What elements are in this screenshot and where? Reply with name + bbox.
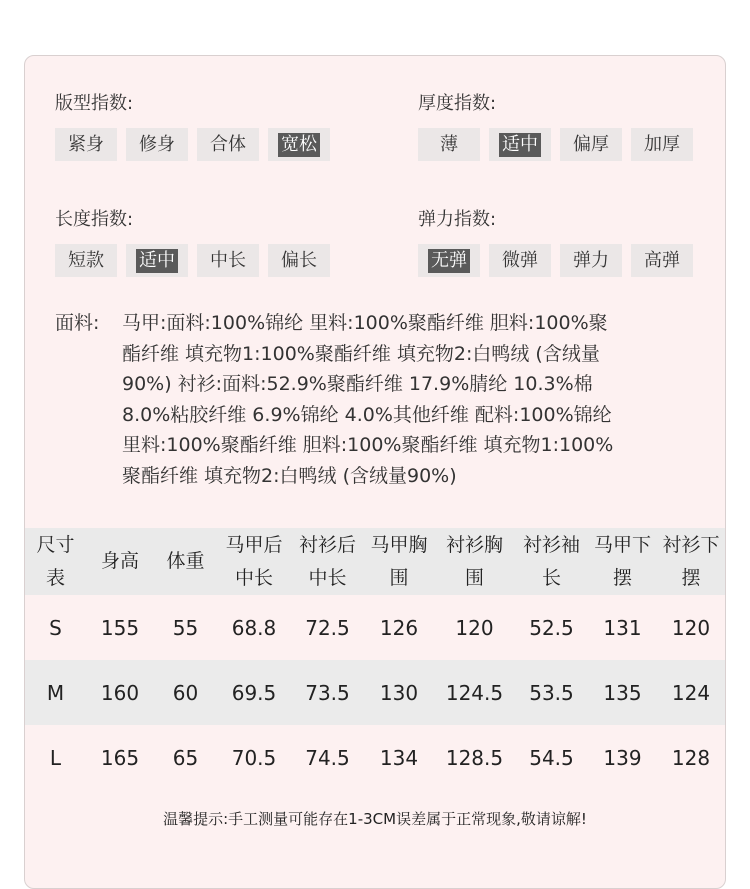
table-cell: 70.5 <box>231 745 277 770</box>
product-info-card <box>24 55 726 889</box>
fabric-line: 酯纤维 填充物1:100%聚酯纤维 填充物2:白鸭绒 (含绒量 <box>122 342 600 365</box>
elasticity-option: 无弹 <box>418 244 480 277</box>
thickness-option: 薄 <box>418 128 480 161</box>
table-cell: 128 <box>671 745 711 770</box>
table-cell: 53.5 <box>515 660 588 725</box>
table-cell: 128.5 <box>445 745 504 770</box>
table-cell: 120 <box>455 615 494 640</box>
fabric-line: 里料:100%聚酯纤维 胆料:100%聚酯纤维 填充物1:100% <box>122 434 614 456</box>
header-cell: 马甲下 摆 <box>588 528 657 595</box>
table-cell: 124.5 <box>434 660 515 725</box>
fit-index-title: 版型指数: <box>55 93 134 114</box>
header-cell: 衬衫胸 围 <box>434 528 515 595</box>
table-cell: 130 <box>364 660 434 725</box>
fabric-line: 聚酯纤维 填充物2:白鸭绒 (含绒量90%) <box>122 464 457 487</box>
header-cell: 身高 <box>86 528 154 595</box>
fit-option: 紧身 <box>55 128 117 161</box>
table-row <box>25 595 725 660</box>
fabric-line: 90%) 衬衫:面料:52.9%聚酯纤维 17.9%腈纶 10.3%棉 <box>122 373 593 395</box>
table-cell: 120 <box>671 615 711 640</box>
table-cell: 74.5 <box>305 745 350 770</box>
table-cell: 69.5 <box>217 660 291 725</box>
elasticity-option: 弹力 <box>560 244 622 277</box>
header-cell: 马甲胸 围 <box>364 528 434 595</box>
length-option: 偏长 <box>268 244 330 277</box>
header-cell: 衬衫下 摆 <box>657 528 725 595</box>
table-cell: 72.5 <box>305 615 350 640</box>
fabric-text <box>122 308 705 491</box>
elasticity-option: 微弹 <box>489 244 551 277</box>
table-cell: 134 <box>379 745 419 770</box>
table-cell: 54.5 <box>529 745 574 770</box>
table-cell: 55 <box>172 615 199 640</box>
table-cell: S <box>49 615 62 640</box>
table-cell: 60 <box>154 660 217 725</box>
thickness-index-title: 厚度指数: <box>418 93 497 114</box>
header-cell: 衬衫后 中长 <box>291 528 364 595</box>
size-table-header <box>25 528 725 595</box>
length-index-title: 长度指数: <box>55 209 134 230</box>
table-row <box>25 660 725 725</box>
thickness-option: 加厚 <box>631 128 693 161</box>
header-cell: 衬衫袖 长 <box>515 528 588 595</box>
table-row <box>25 725 725 790</box>
table-cell: 131 <box>603 615 642 640</box>
fit-options <box>55 128 330 161</box>
fabric-line: 8.0%粘胶纤维 6.9%锦纶 4.0%其他纤维 配料:100%锦纶 <box>122 403 612 426</box>
table-cell: L <box>49 745 62 770</box>
header-cell: 体重 <box>154 528 217 595</box>
fabric-section <box>55 308 705 491</box>
elasticity-index-title: 弹力指数: <box>418 209 497 230</box>
length-option: 中长 <box>197 244 259 277</box>
size-table <box>25 528 725 790</box>
length-option: 短款 <box>55 244 117 277</box>
fit-option: 宽松 <box>268 128 330 161</box>
table-cell: 155 <box>100 615 140 640</box>
fabric-line: 马甲:面料:100%锦纶 里料:100%聚酯纤维 胆料:100%聚 <box>122 312 608 334</box>
measurement-tip: 温馨提示:手工测量可能存在1-3CM误差属于正常现象,敬请谅解! <box>163 810 587 828</box>
fit-option: 修身 <box>126 128 188 161</box>
table-cell: 160 <box>86 660 154 725</box>
thickness-option: 适中 <box>489 128 551 161</box>
table-cell: 73.5 <box>291 660 364 725</box>
table-cell: 126 <box>379 615 419 640</box>
length-options <box>55 244 330 277</box>
header-cell: 马甲后 中长 <box>217 528 291 595</box>
table-cell: 139 <box>603 745 642 770</box>
fabric-label: 面料: <box>55 312 100 334</box>
header-cell: 尺寸 表 <box>25 528 86 595</box>
elasticity-options <box>418 244 693 277</box>
table-cell: 68.8 <box>231 615 277 640</box>
thickness-options <box>418 128 693 161</box>
thickness-option: 偏厚 <box>560 128 622 161</box>
table-cell: 165 <box>100 745 140 770</box>
elasticity-option: 高弹 <box>631 244 693 277</box>
table-cell: 124 <box>657 660 725 725</box>
fit-option: 合体 <box>197 128 259 161</box>
table-cell: 135 <box>588 660 657 725</box>
length-option: 适中 <box>126 244 188 277</box>
table-cell: 52.5 <box>529 615 574 640</box>
table-cell: M <box>25 660 86 725</box>
table-cell: 65 <box>172 745 199 770</box>
